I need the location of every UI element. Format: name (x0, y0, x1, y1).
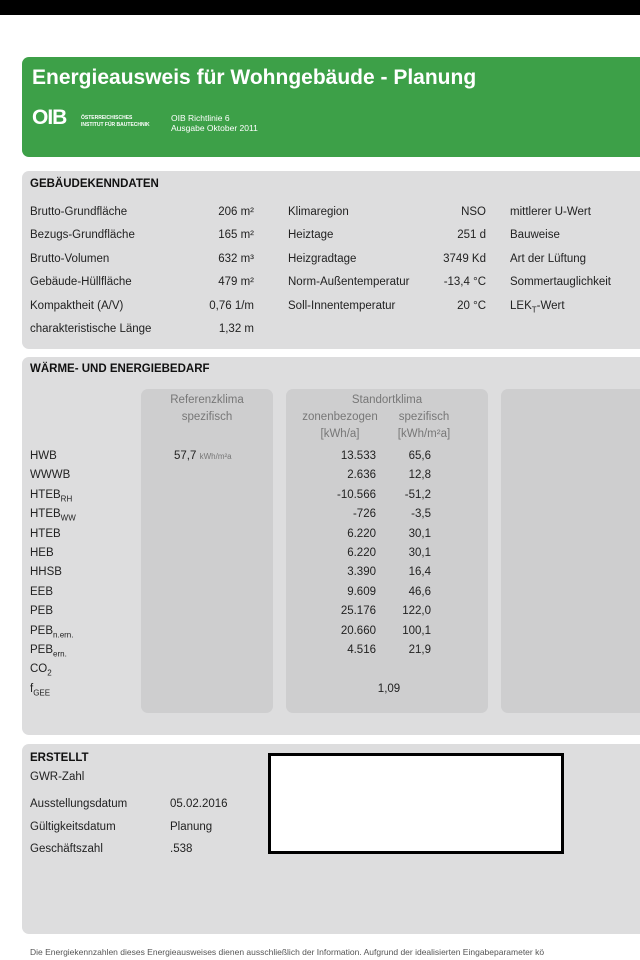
kennwert-label (510, 229, 560, 241)
energy-row-label (30, 644, 67, 658)
energy-row-subscript: 2 (47, 668, 52, 678)
energy-row-name: WWWB (30, 469, 71, 482)
energy-spezifisch-value: 21,9 (408, 644, 431, 656)
erstellt-title: ERSTELLT (30, 752, 89, 764)
logo-sub-line-2: INSTITUT FÜR BAUTECHNIK (81, 122, 150, 128)
energy-spezifisch-value: 122,0 (402, 605, 431, 618)
energy-row-label (30, 663, 52, 677)
document-title: Energieausweis für Wohngebäude - Planung (32, 66, 477, 89)
kennwert-label-rest: -Wert (536, 299, 565, 312)
energy-row-name: HTEB (30, 527, 61, 540)
energy-spezifisch-value: 30,1 (408, 547, 431, 559)
energy-row-name: HWB (30, 450, 57, 462)
energy-spezifisch-value: 100,1 (402, 624, 431, 637)
energy-zonenbezogen-value: 13.533 (340, 450, 376, 462)
gebaeude-value: 1,32 m (218, 323, 254, 335)
extra-column (501, 389, 640, 713)
richtlinie-info (171, 113, 258, 133)
kennwert-label (510, 206, 591, 218)
logo-sub-line-1: ÖSTERREICHISCHES (81, 115, 133, 121)
energy-zonenbezogen-value: 4.516 (347, 644, 376, 656)
energy-zonenbezogen-value: 3.390 (347, 566, 376, 579)
kennwert-label-text: Bauweise (510, 229, 560, 242)
gebaeude-value: 165 m² (218, 229, 254, 242)
energy-row-subscript: WW (60, 513, 76, 523)
energy-spezifisch-value: 46,6 (408, 585, 431, 598)
klima-value: NSO (461, 206, 486, 218)
energy-row-name: PEB (30, 605, 54, 618)
erstellt-value: .538 (170, 843, 193, 855)
referenzklima-header: Referenzklima (170, 394, 244, 406)
energy-zonenbezogen-value: 25.176 (340, 605, 376, 618)
referenzklima-subheader: spezifisch (181, 411, 233, 423)
kennwert-label-text: Art der Lüftung (510, 252, 587, 265)
energy-row-name: PEB (30, 624, 54, 637)
energy-spezifisch-value: 16,4 (408, 566, 431, 579)
energy-row-name: HHSB (30, 566, 62, 579)
zonenbezogen-unit: [kWh/a] (320, 428, 360, 440)
gebaeude-label: Kompaktheit (A/V) (30, 299, 124, 312)
referenz-hwb (174, 450, 232, 462)
energy-spezifisch-value: 30,1 (408, 527, 431, 540)
erstellt-value: Planung (170, 820, 213, 833)
erstellt-label: Ausstellungsdatum (30, 798, 128, 810)
spezifisch-header: spezifisch (398, 411, 450, 423)
top-black-bar (0, 0, 640, 15)
klima-label: Norm-Außentemperatur (288, 276, 410, 289)
energy-row-label (30, 586, 53, 598)
energy-row-label (30, 528, 61, 540)
kennwert-label-sub: T (531, 304, 537, 314)
energy-spezifisch-value: -51,2 (404, 488, 431, 501)
gwr-zahl-label: GWR-Zahl (30, 771, 85, 783)
referenz-hwb-value: 57,7 (174, 450, 197, 462)
energy-row-name: CO (30, 663, 48, 676)
gebaeudekenndaten-title: GEBÄUDEKENNDATEN (30, 178, 159, 190)
energy-row-label (30, 566, 62, 578)
kennwert-label (510, 300, 565, 314)
richtlinie-line-1: OIB Richtlinie 6 (171, 113, 230, 123)
klima-value: 3749 Kd (443, 252, 486, 265)
energy-row-subscript: ern. (53, 649, 67, 659)
referenzklima-column (141, 389, 273, 713)
richtlinie-line-2: Ausgabe Oktober 2011 (171, 123, 258, 133)
referenz-hwb-unit: kWh/m²a (199, 452, 232, 461)
gebaeudekenndaten-panel (22, 171, 640, 349)
energy-row-label (30, 625, 73, 639)
fgee-value: 1,09 (377, 683, 401, 695)
energy-row-label (30, 508, 76, 522)
energy-zonenbezogen-value: 2.636 (347, 469, 376, 482)
energy-zonenbezogen-value: 9.609 (347, 585, 376, 598)
redacted-box (268, 753, 564, 854)
energy-spezifisch-value: 12,8 (408, 469, 431, 482)
kennwert-label-text: LEK (510, 299, 532, 312)
oib-logo-subtitle (81, 115, 150, 129)
energy-row-subscript: GEE (33, 688, 51, 698)
gebaeude-label: Brutto-Grundfläche (30, 206, 128, 218)
energy-row-subscript: RH (60, 494, 73, 504)
klima-label: Klimaregion (288, 206, 349, 218)
kennwert-label-text: mittlerer U-Wert (510, 206, 591, 218)
energy-spezifisch-value: 65,6 (408, 450, 431, 462)
oib-logo: OIB (32, 106, 67, 129)
gebaeude-value: 0,76 1/m (209, 299, 254, 312)
gebaeude-value: 632 m³ (218, 252, 254, 265)
klima-label: Heiztage (288, 229, 334, 242)
energy-row-label (30, 450, 57, 462)
waerme-energiebedarf-panel (22, 357, 640, 735)
zonenbezogen-header: zonenbezogen (302, 411, 378, 423)
energy-row-name: HTEB (30, 488, 61, 501)
erstellt-label: Geschäftszahl (30, 843, 103, 855)
gebaeude-value: 479 m² (218, 276, 254, 289)
waerme-energiebedarf-title: WÄRME- UND ENERGIEBEDARF (30, 363, 210, 375)
footer-note: Die Energiekennzahlen dieses Energieausweises dienen ausschließlich der Information. Aufgrund der idealisierten Eingabeparameter kö (30, 947, 545, 957)
klima-value: -13,4 °C (443, 276, 486, 289)
energy-zonenbezogen-value: 20.660 (340, 624, 376, 637)
kennwert-label (510, 253, 586, 265)
kennwert-label (510, 276, 611, 288)
energy-row-label (30, 605, 53, 617)
klima-value: 251 d (457, 229, 486, 242)
erstellt-label: Gültigkeitsdatum (30, 820, 116, 833)
energy-row-name: f (30, 682, 34, 695)
gebaeude-label: charakteristische Länge (30, 323, 152, 335)
energy-row-label (30, 489, 72, 503)
klima-label: Soll-Innentemperatur (288, 299, 396, 312)
klima-label: Heizgradtage (288, 252, 357, 265)
spezifisch-unit: [kWh/m²a] (397, 428, 451, 440)
gebaeude-label: Brutto-Volumen (30, 252, 110, 265)
standortklima-header: Standortklima (351, 394, 423, 406)
klima-value: 20 °C (457, 299, 486, 312)
gebaeude-value: 206 m² (218, 206, 254, 218)
energy-row-name: HTEB (30, 508, 61, 521)
energy-row-name: PEB (30, 644, 54, 656)
gebaeude-label: Gebäude-Hüllfläche (30, 276, 132, 289)
energy-row-name: HEB (30, 547, 54, 559)
energy-row-label (30, 469, 70, 481)
gebaeude-label: Bezugs-Grundfläche (30, 229, 135, 242)
energy-zonenbezogen-value: -10.566 (336, 488, 376, 501)
energy-row-subscript: n.ern. (53, 629, 74, 639)
kennwert-label-text: Sommertauglichkeit (510, 276, 611, 289)
energy-zonenbezogen-value: -726 (352, 508, 376, 521)
erstellt-value: 05.02.2016 (170, 798, 228, 810)
energy-row-name: EEB (30, 585, 54, 598)
energy-row-label (30, 683, 50, 697)
energy-zonenbezogen-value: 6.220 (347, 527, 376, 540)
document-header (22, 57, 640, 157)
energy-spezifisch-value: -3,5 (411, 508, 431, 521)
energy-row-label (30, 547, 54, 559)
energy-zonenbezogen-value: 6.220 (347, 547, 376, 559)
